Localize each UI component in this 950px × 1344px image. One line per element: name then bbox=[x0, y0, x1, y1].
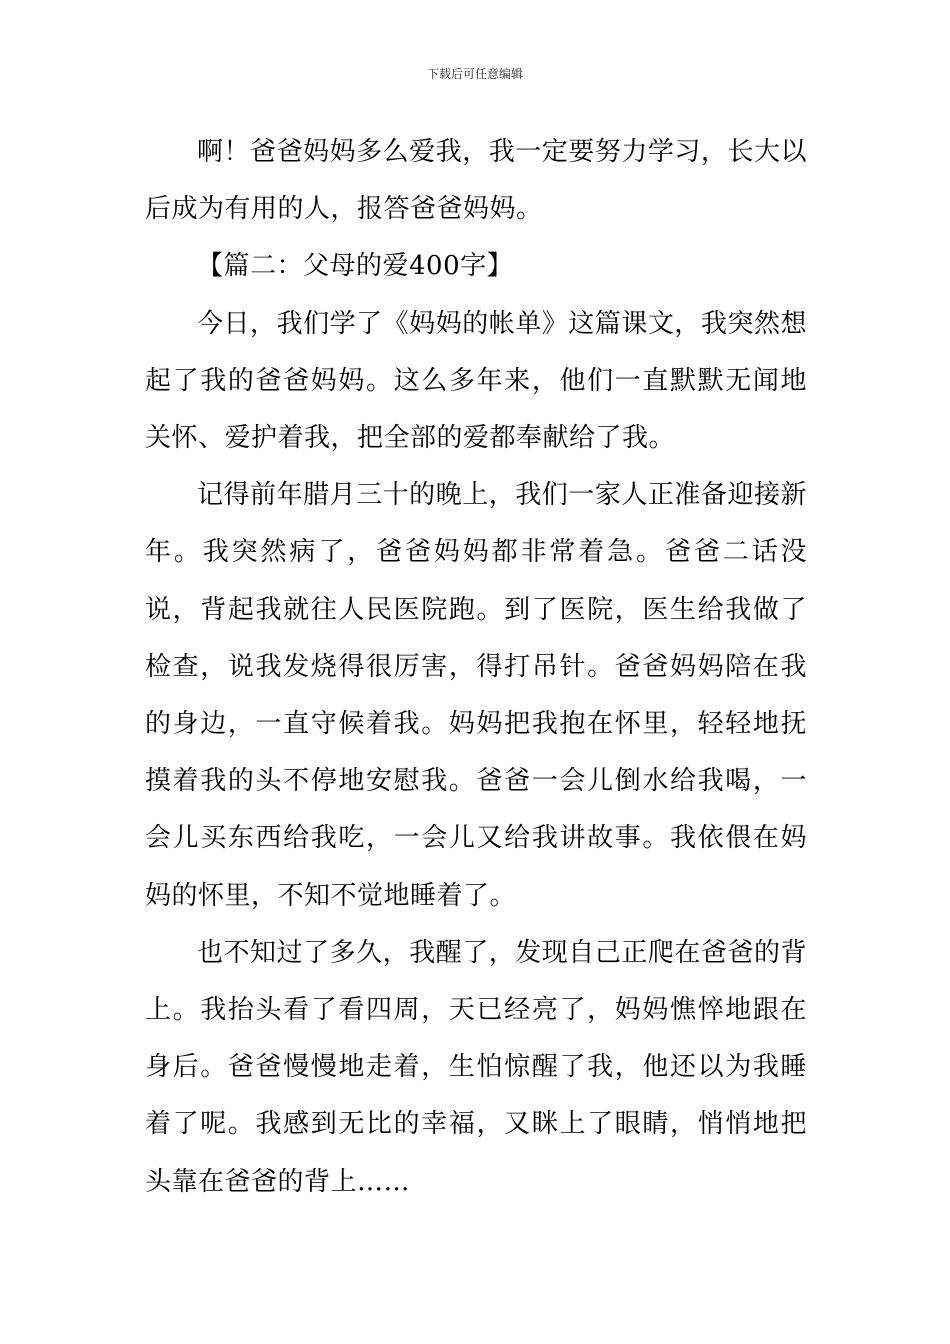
paragraph-closing: 啊！爸爸妈妈多么爱我，我一定要努力学习，长大以后成为有用的人，报答爸爸妈妈。 bbox=[145, 137, 807, 225]
document-body bbox=[145, 124, 807, 1211]
paragraph-memory: 记得前年腊月三十的晚上，我们一家人正准备迎接新年。我突然病了，爸爸妈妈都非常着急。爸爸二话没说，背起我就往人民医院跑。到了医院，医生给我做了检查，说我发烧得很厉害，得打吊针。爸爸妈妈陪在我的身边，一直守候着我。妈妈把我抱在怀里，轻轻地抚摸着我的头不停地安慰我。爸爸一会儿倒水给我喝，一会儿买东西给我吃，一会儿又给我讲故事。我依偎在妈妈的怀里，不知不觉地睡着了。 bbox=[145, 480, 807, 911]
section-heading: 【篇二：父母的爱400字】 bbox=[197, 251, 514, 282]
paragraph-awakening: 也不知过了多久，我醒了，发现自己正爬在爸爸的背上。我抬头看了看四周，天已经亮了，妈妈憔悴地跟在身后。爸爸慢慢地走着，生怕惊醒了我，他还以为我睡着了呢。我感到无比的幸福，又眯上了眼睛，悄悄地把头靠在爸爸的背上…… bbox=[145, 937, 807, 1197]
paragraph-intro: 今日，我们学了《妈妈的帐单》这篇课文，我突然想起了我的爸爸妈妈。这么多年来，他们一直默默无闻地关怀、爱护着我，把全部的爱都奉献给了我。 bbox=[145, 308, 807, 454]
page-header: 下载后可任意编辑 bbox=[426, 67, 523, 81]
